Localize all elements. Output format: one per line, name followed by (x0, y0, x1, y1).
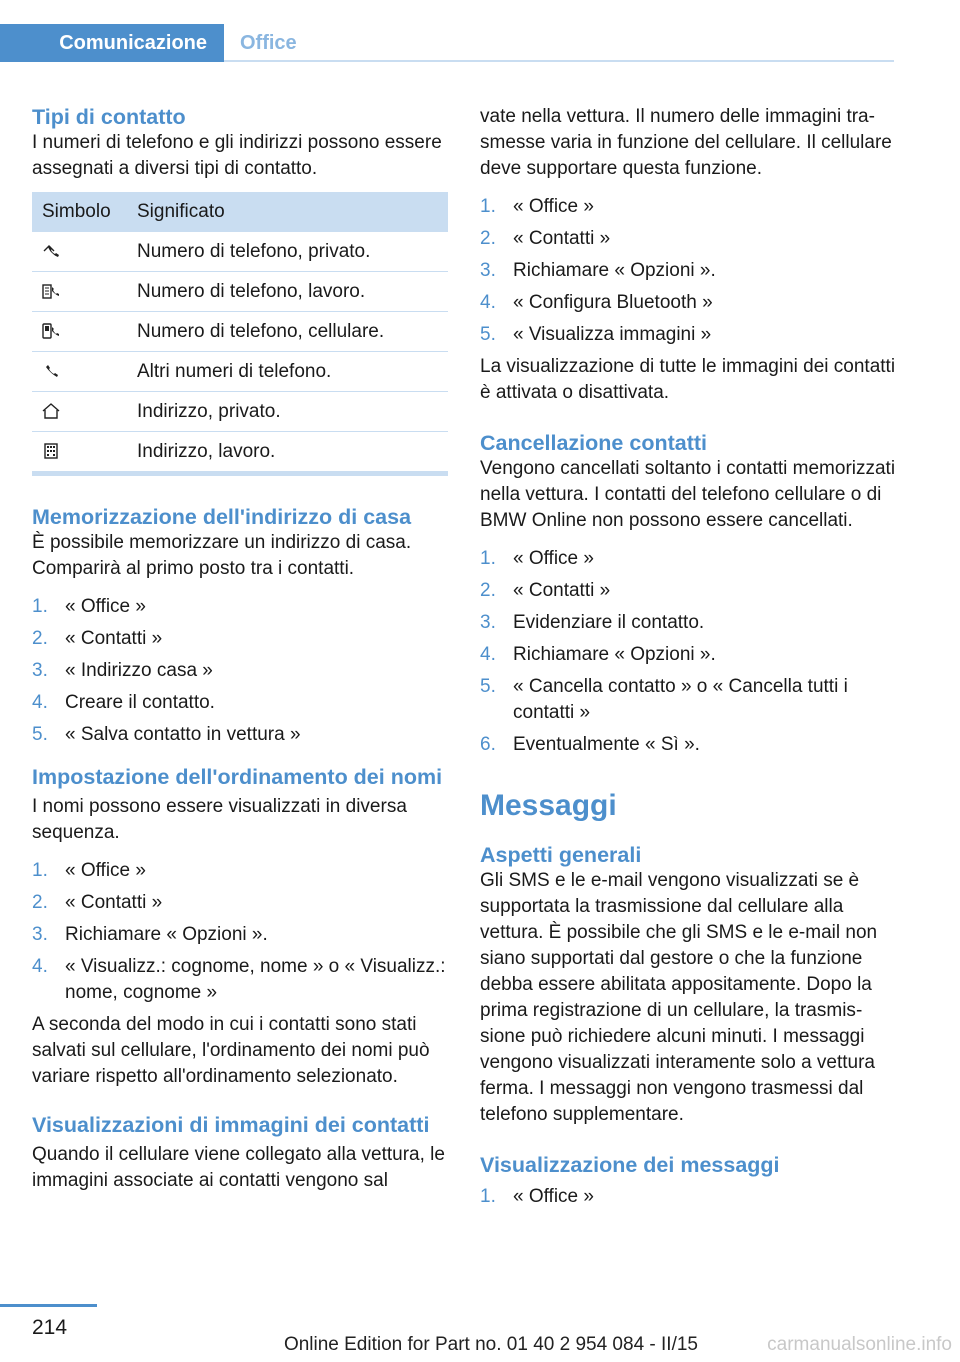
section-title-visualizzazione-messaggi: Visualizzazione dei messaggi (480, 1153, 780, 1177)
section-title-aspetti-generali: Aspetti generali (480, 843, 642, 867)
steps-list (32, 858, 448, 1006)
address-home-icon (42, 402, 60, 420)
section-title-tipi-contatto: Tipi di contatto (32, 105, 186, 129)
steps-list (480, 546, 896, 758)
list-item: 1. « Office » (32, 596, 146, 617)
contact-types-table (32, 192, 448, 476)
section-text: I nomi possono essere visualizzati in diversa sequenza. (32, 796, 407, 843)
section-text: Quando il cellulare viene collegato alla vettura, le immagini associate ai contatti vengono sal (32, 1144, 445, 1191)
list-item: 4. Richiamare « Opzioni ». (480, 644, 716, 665)
list-item: 5. « Visualizza immagini » (480, 324, 712, 345)
list-item: 5. « Salva contatto in vettura » (32, 724, 301, 745)
edition-note: Online Edition for Part no. 01 40 2 954 084 - II/15 (283, 1334, 698, 1355)
chapter-title-messaggi: Messaggi (480, 789, 617, 822)
column-header-meaning: Significato (137, 201, 225, 222)
header-tabs (0, 24, 894, 62)
list-item: 1. « Office » (480, 1186, 594, 1207)
section-title-indirizzo-casa: Memorizzazione dell'indirizzo di casa (32, 505, 412, 529)
column-header-symbol: Simbolo (42, 201, 111, 222)
section-title-cancellazione: Cancellazione contatti (480, 431, 707, 455)
left-column (32, 104, 448, 1194)
address-work-icon (42, 442, 60, 460)
list-item: 1. « Office » (480, 548, 594, 569)
list-item: 2. « Contatti » (32, 628, 163, 649)
section-text: A seconda del modo in cui i contatti sono stati salvati sul cellulare, l'ordinamento dei nomi può variare rispetto all'ordinamento selezionato. (32, 1014, 430, 1087)
table-cell-meaning: Numero di telefono, lavoro. (137, 272, 448, 312)
table-row (32, 392, 448, 432)
steps-list (480, 1184, 896, 1210)
tab-comunicazione[interactable]: Comunicazione (0, 24, 224, 62)
header-divider (224, 60, 894, 62)
table-row (32, 432, 448, 474)
section-text: vate nella vettura. Il numero delle immagini trasmesse varia in funzione del cellulare. Il cellulare deve supportare questa funzione. (480, 106, 892, 179)
list-item: 4. Creare il contatto. (32, 692, 215, 713)
list-item: 3. Richiamare « Opzioni ». (480, 260, 716, 281)
steps-list (480, 194, 896, 348)
phone-mobile-icon (42, 322, 60, 340)
list-item: 2. « Contatti » (480, 228, 611, 249)
section-title-immagini-contatti: Visualizzazioni di immagini dei contatti (32, 1113, 430, 1137)
table-cell-meaning: Indirizzo, privato. (137, 392, 448, 432)
page-number: 214 (32, 1316, 68, 1339)
table-cell-meaning: Numero di telefono, cellulare. (137, 312, 448, 352)
section-text: Vengono cancellati soltanto i contatti memorizzati nella vettura. I contatti del telefono cellulare o di BMW Online non possono essere cancellati. (480, 458, 896, 531)
footer-accent-line (0, 1304, 97, 1307)
list-item: 5. « Cancella contatto » o « Cancella tutti i contatti » (480, 676, 848, 723)
section-title-ordinamento-nomi: Impostazione dell'ordinamento dei nomi (32, 765, 443, 789)
list-item: 4. « Configura Bluetooth » (480, 292, 713, 313)
list-item: 2. « Contatti » (32, 892, 163, 913)
table-row (32, 352, 448, 392)
section-text: È possibile memorizzare un indirizzo di casa. Comparirà al primo posto tra i contatti. (32, 532, 412, 579)
phone-home-icon (42, 242, 60, 260)
list-item: 1. « Office » (32, 860, 146, 881)
table-row (32, 272, 448, 312)
list-item: 2. « Contatti » (480, 580, 611, 601)
tab-office[interactable]: Office (240, 32, 297, 54)
watermark: carmanualsonline.info (767, 1334, 952, 1355)
phone-other-icon (42, 362, 60, 380)
list-item: 6. Eventualmente « Sì ». (480, 734, 700, 755)
table-header-row (32, 192, 448, 232)
section-text: Gli SMS e le e-mail vengono visualizzati se è supportata la trasmissione dal cellulare alla vettura. È possibile che gli SMS e le e-mail non siano supportati dal gestore o che la funzione debba essere abilitata appositamente. Dopo la prima registrazione di un cellulare, la trasmissione può richiedere alcuni minuti. I messaggi vengono visualizzati interamente solo a vettura ferma. I messaggi non vengono trasmessi dal telefono supplementare. (480, 870, 878, 1125)
list-item: 4. « Visualizz.: cognome, nome » o « Visualizz.: nome, cognome » (32, 956, 446, 1003)
section-text: I numeri di telefono e gli indirizzi possono essere assegnati a diversi tipi di contatto. (32, 132, 442, 179)
list-item: 3. Richiamare « Opzioni ». (32, 924, 268, 945)
phone-work-icon (42, 282, 60, 300)
list-item: 3. « Indirizzo casa » (32, 660, 213, 681)
steps-list (32, 594, 448, 748)
table-cell-meaning: Indirizzo, lavoro. (137, 432, 448, 474)
table-row (32, 232, 448, 272)
section-text: La visualizzazione di tutte le immagini dei contatti è attivata o disattivata. (480, 356, 896, 403)
list-item: 1. « Office » (480, 196, 594, 217)
table-cell-meaning: Altri numeri di telefono. (137, 352, 448, 392)
table-cell-meaning: Numero di telefono, privato. (137, 232, 448, 272)
list-item: 3. Evidenziare il contatto. (480, 612, 705, 633)
right-column (480, 104, 896, 1216)
table-row (32, 312, 448, 352)
